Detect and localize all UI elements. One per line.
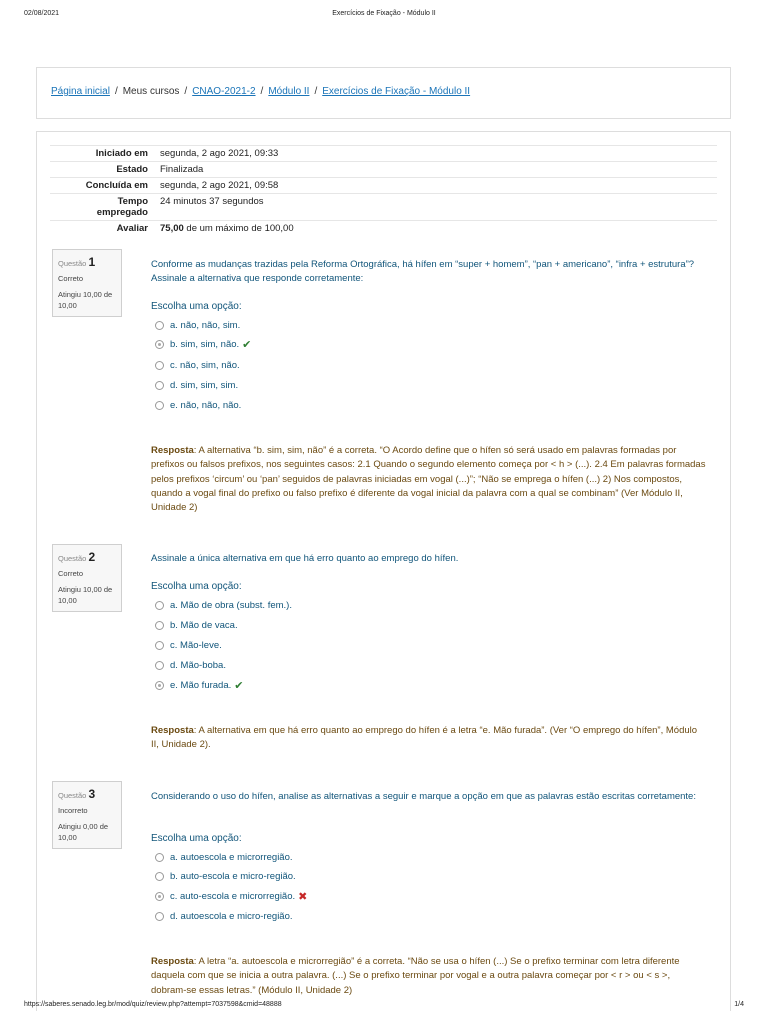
question-text: Assinale a única alternativa em que há erro quanto ao emprego do hífen. xyxy=(151,553,459,564)
time-label-line2: empregado xyxy=(96,207,148,218)
choose-option-prompt: Escolha uma opção: xyxy=(151,833,242,844)
started-value: segunda, 2 ago 2021, 09:33 xyxy=(156,146,717,162)
question-number xyxy=(58,255,116,269)
time-label-line1: Tempo xyxy=(117,196,148,207)
radio-button-selected[interactable] xyxy=(155,892,164,901)
correct-check-icon: ✔ xyxy=(242,338,252,351)
print-url: https://saberes.senado.leg.br/mod/quiz/review.php?attempt=7037598&cmid=48888 xyxy=(24,1001,282,1008)
breadcrumb-module-link[interactable]: Módulo II xyxy=(268,86,310,97)
print-date: 02/08/2021 xyxy=(24,10,60,17)
question-state: Correto xyxy=(58,569,84,578)
option-label: e. não, não, não. xyxy=(170,399,242,411)
option-label: c. Mão-leve. xyxy=(170,639,222,651)
radio-button[interactable] xyxy=(155,321,164,330)
radio-button[interactable] xyxy=(155,661,164,670)
breadcrumb-separator: / xyxy=(314,86,318,97)
question-number xyxy=(58,550,116,564)
completed-label: Concluída em xyxy=(50,178,156,194)
feedback-text: : A alternativa “b. sim, sim, não” é a correta. “O Acordo define que o hífen só será usado em palavras formadas por prefixos ou falsos prefixos, nos seguintes casos: 2.1 Quando o segundo elemento começa por < h > (...). 2.4 Em palavras formadas pelos prefixos ‘circum’ ou ‘pan’ seguidos de palavras iniciadas em vogal (...)”; “Não se emprega o hífen (...) 2) Nos compostos, quando a vogal final do prefixo ou falso prefixo é diferente da vogal inicial da palavra com a qual se combinam” (Ver Módulo II, Unidade 2) xyxy=(151,445,706,514)
option-label: d. Mão-boba. xyxy=(170,659,226,671)
question-label: Questão xyxy=(58,259,87,268)
question-label: Questão xyxy=(58,554,87,563)
answer-option[interactable] xyxy=(155,318,240,332)
breadcrumb xyxy=(51,86,470,97)
question-number-value: 2 xyxy=(88,550,96,564)
question-info-box xyxy=(52,249,122,317)
question-number xyxy=(58,787,116,801)
question-grade: Atingiu 0,00 de 10,00 xyxy=(58,822,109,842)
answer-option[interactable] xyxy=(155,358,240,372)
radio-button-selected[interactable] xyxy=(155,340,164,349)
correct-check-icon: ✔ xyxy=(234,679,244,692)
summary-row-completed xyxy=(50,178,717,194)
grade-label: Avaliar xyxy=(50,221,156,237)
option-label: b. auto-escola e micro-região. xyxy=(170,870,296,882)
radio-button[interactable] xyxy=(155,381,164,390)
time-label xyxy=(50,194,156,221)
answer-option[interactable] xyxy=(155,598,292,612)
summary-row-time xyxy=(50,194,717,221)
question-state: Incorreto xyxy=(58,806,88,815)
feedback-text: : A letra “a. autoescola e microrregião” é a correta. “Não se usa o hífen (...) Se o prefixo terminar com letra diferente daquela com que se inicia a outra palavra. (...) Se o prefixo terminar por vogal e a outra palavra começar por < r > ou < s >, dobram-se essas letras.” (Módulo II, Unidade 2) xyxy=(151,956,680,996)
breadcrumb-separator: / xyxy=(184,86,188,97)
option-label: b. sim, sim, não. xyxy=(170,338,240,350)
question-feedback xyxy=(151,444,706,515)
option-label: b. Mão de vaca. xyxy=(170,619,238,631)
question-number-value: 1 xyxy=(88,255,96,269)
radio-button[interactable] xyxy=(155,853,164,862)
breadcrumb-separator: / xyxy=(114,86,118,97)
option-label: e. Mão furada. xyxy=(170,679,232,691)
breadcrumb-quiz-link[interactable]: Exercícios de Fixação - Módulo II xyxy=(322,86,471,97)
breadcrumb-home-link[interactable]: Página inicial xyxy=(51,86,110,97)
radio-button[interactable] xyxy=(155,621,164,630)
radio-button[interactable] xyxy=(155,912,164,921)
feedback-label: Resposta xyxy=(151,725,194,736)
answer-option[interactable] xyxy=(155,869,296,883)
option-label: d. autoescola e micro-região. xyxy=(170,910,293,922)
breadcrumb-my-courses: Meus cursos xyxy=(122,86,180,97)
answer-option[interactable] xyxy=(155,678,243,692)
answer-option[interactable] xyxy=(155,889,307,903)
radio-button[interactable] xyxy=(155,641,164,650)
print-header xyxy=(24,10,744,22)
answer-option[interactable] xyxy=(155,378,238,392)
answer-option[interactable] xyxy=(155,398,241,412)
question-grade: Atingiu 10,00 de 10,00 xyxy=(58,290,113,310)
started-label: Iniciado em xyxy=(50,146,156,162)
answer-option[interactable] xyxy=(155,850,293,864)
choose-option-prompt: Escolha uma opção: xyxy=(151,581,242,592)
state-value: Finalizada xyxy=(156,162,717,178)
answer-option[interactable] xyxy=(155,618,238,632)
feedback-text: : A alternativa em que há erro quanto ao emprego do hífen é a letra “e. Mão furada”. (Ver “O emprego do hífen”, Módulo II, Unidade 2). xyxy=(151,725,698,751)
print-page-number: 1/4 xyxy=(734,1001,744,1008)
question-feedback xyxy=(151,955,706,998)
question-number-value: 3 xyxy=(88,787,96,801)
print-title: Exercícios de Fixação - Módulo II xyxy=(332,10,436,17)
time-value: 24 minutos 37 segundos xyxy=(156,194,717,221)
state-label: Estado xyxy=(50,162,156,178)
option-label: a. Mão de obra (subst. fem.). xyxy=(170,599,292,611)
question-label: Questão xyxy=(58,791,87,800)
question-feedback xyxy=(151,724,706,753)
radio-button-selected[interactable] xyxy=(155,681,164,690)
grade-value-max: de um máximo de 100,00 xyxy=(183,223,294,234)
option-label: a. não, não, sim. xyxy=(170,319,241,331)
breadcrumb-card xyxy=(36,67,731,119)
question-info-box xyxy=(52,544,122,612)
radio-button[interactable] xyxy=(155,601,164,610)
question-state: Correto xyxy=(58,274,84,283)
question-info-box xyxy=(52,781,122,849)
radio-button[interactable] xyxy=(155,401,164,410)
option-label: c. não, sim, não. xyxy=(170,359,240,371)
summary-row-started xyxy=(50,146,717,162)
print-footer xyxy=(24,1001,744,1013)
attempt-summary-table xyxy=(50,145,717,236)
option-label: a. autoescola e microrregião. xyxy=(170,851,293,863)
answer-option[interactable] xyxy=(155,638,222,652)
feedback-label: Resposta xyxy=(151,956,194,967)
option-label: c. auto-escola e microrregião. xyxy=(170,890,296,902)
feedback-label: Resposta xyxy=(151,445,194,456)
summary-row-state xyxy=(50,162,717,178)
incorrect-cross-icon: ✖ xyxy=(298,890,308,903)
question-grade: Atingiu 10,00 de 10,00 xyxy=(58,585,113,605)
answer-option[interactable] xyxy=(155,337,251,351)
grade-value-score: 75,00 xyxy=(160,223,184,234)
option-label: d. sim, sim, sim. xyxy=(170,379,239,391)
question-text: Considerando o uso do hífen, analise as alternativas a seguir e marque a opção em que as palavras estão escritas corretamente: xyxy=(151,791,696,802)
breadcrumb-separator: / xyxy=(260,86,264,97)
answer-option[interactable] xyxy=(155,658,226,672)
grade-value xyxy=(156,221,717,237)
completed-value: segunda, 2 ago 2021, 09:58 xyxy=(156,178,717,194)
radio-button[interactable] xyxy=(155,872,164,881)
radio-button[interactable] xyxy=(155,361,164,370)
answer-option[interactable] xyxy=(155,909,293,923)
summary-row-grade xyxy=(50,221,717,237)
choose-option-prompt: Escolha uma opção: xyxy=(151,301,242,312)
question-text: Conforme as mudanças trazidas pela Reforma Ortográfica, há hífen em “super + homem”, “pan + americano”, “infra + estrutura”? Assinale a alternativa que responde corretamente: xyxy=(151,259,695,284)
breadcrumb-course-link[interactable]: CNAO-2021-2 xyxy=(192,86,256,97)
